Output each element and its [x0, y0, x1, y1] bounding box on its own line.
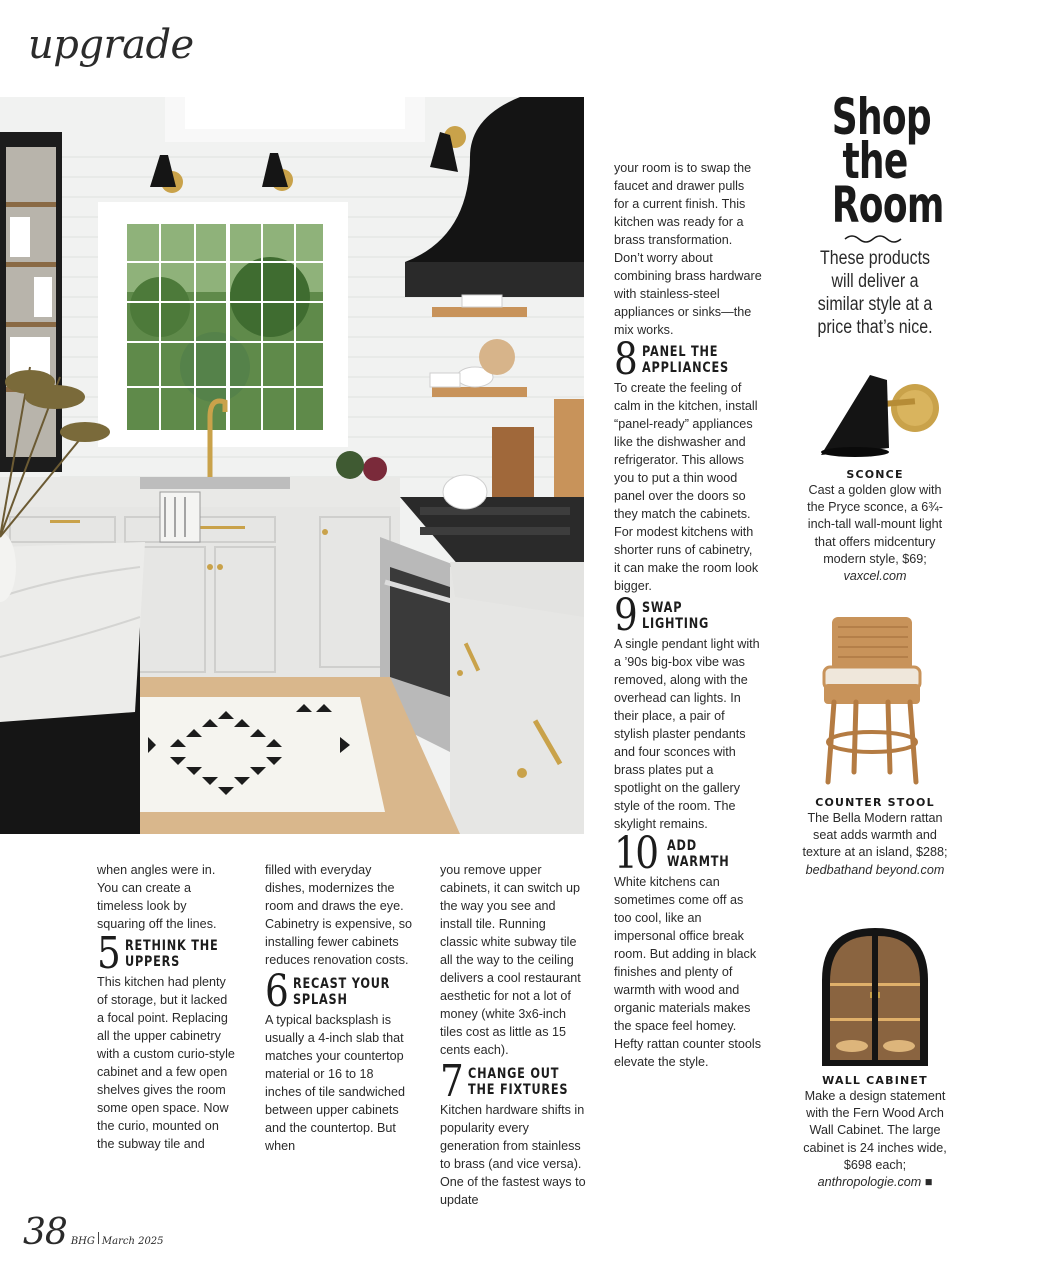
column-4-intro: your room is to swap the faucet and drawer pulls for a current finish. This kitchen was ready for a brass transformation. Don’t worry about combining brass hardware with stainless-steel appliances or sinks—the mix works. [614, 161, 762, 337]
folio-separator [98, 1232, 99, 1244]
text-column-1 [97, 861, 237, 1153]
product-link[interactable]: vaxcel.com [843, 569, 907, 584]
product-link[interactable]: anthropologie.com [817, 1175, 922, 1190]
section-6-body: A typical backsplash is usually a 4-inch slab that matches your countertop material or 16 to 18 inches of tile sandwiched between upper cabinets and the countertop. But when [265, 1013, 406, 1153]
page-number: 38 [23, 1212, 67, 1253]
issue-date: March 2025 [101, 1236, 164, 1247]
text-column-3 [440, 861, 586, 1209]
page-folio [23, 1212, 164, 1253]
product-desc: Cast a golden glow with the Pryce sconce, a 6¾-inch-tall wall-mount light that offers midcentury modern style, $69; vaxcel.com [807, 483, 943, 584]
product-wall-cabinet [800, 1074, 950, 1191]
section-8-heading [614, 334, 762, 385]
text-column-2 [265, 861, 413, 1155]
section-title: PANEL THE APPLIANCES [642, 344, 729, 376]
magazine-name: BHG [70, 1236, 95, 1247]
shop-title: Shop the Room [831, 88, 944, 234]
section-10-body: White kitchens can sometimes come off as too cool, like an impersonal office break room. But adding in black finishes and plenty of warmth with wood and organic materials makes the space feel homey. Hefty rattan counter stools elevate the style. [614, 875, 761, 1069]
sconce-image [815, 370, 943, 465]
end-mark: ■ [924, 1175, 933, 1190]
product-name: SCONCE [846, 468, 904, 481]
tilde-divider [843, 230, 907, 244]
product-desc: Make a design statement with the Fern Wood Arch Wall Cabinet. The large cabinet is 24 inches wide, $698 each; anthropologie.com ■ [803, 1089, 947, 1190]
section-title: ADD WARMTH [667, 838, 730, 870]
counter-stool-image [818, 612, 928, 792]
section-number: 7 [440, 1056, 462, 1107]
section-title: SWAP LIGHTING [642, 600, 710, 632]
product-name: WALL CABINET [822, 1074, 928, 1087]
column-2-intro: filled with everyday dishes, modernizes the room and draws the eye. Cabinetry is expensive, so installing fewer cabinets reduces renovation costs. [265, 863, 412, 967]
column-3-intro: you remove upper cabinets, it can switch up the way you see and install tile. Running classic white subway tile all the way to the ceiling delivers a cool restaurant aesthetic for not a lot of money (white 3x6-inch tiles cost as little as 15 cents each). [440, 863, 581, 1057]
section-title: RETHINK THE UPPERS [125, 938, 219, 970]
section-9-body: A single pendant light with a ’90s big-box vibe was removed, along with the overhead can lights. In their place, a pair of stylish plaster pendants and four sconces with brass plates put a spotlight on the gallery style of the room. The skylight remains. [614, 637, 760, 831]
section-title: RECAST YOUR SPLASH [293, 976, 391, 1008]
section-9-heading [614, 590, 762, 641]
section-7-heading [440, 1056, 586, 1107]
section-6-heading [265, 966, 413, 1017]
product-desc: The Bella Modern rattan seat adds warmth and texture at an island, $288; bedbathand beyond.com [802, 811, 948, 877]
section-number: 9 [614, 590, 636, 641]
column-1-intro: when angles were in. You can create a timeless look by squaring off the lines. [97, 863, 217, 931]
section-label: upgrade [28, 22, 194, 68]
section-number: 5 [97, 928, 119, 979]
section-10-heading [614, 828, 762, 879]
section-number: 10 [614, 828, 657, 879]
product-name: COUNTER STOOL [815, 796, 935, 809]
section-7-body: Kitchen hardware shifts in popularity every generation from stainless to brass (and vice versa). One of the fastest ways to update [440, 1103, 586, 1207]
product-link[interactable]: bedbathand beyond.com [805, 862, 945, 877]
product-sconce [800, 468, 950, 585]
section-number: 8 [614, 334, 636, 385]
section-title: CHANGE OUT THE FIXTURES [468, 1066, 569, 1098]
text-column-4 [614, 159, 762, 1071]
section-5-heading [97, 928, 237, 979]
section-8-body: To create the feeling of calm in the kitchen, install “panel-ready” appliances like the dishwasher and refrigerator. This allows you to put a thin wood panel over the doors so they match the cabinets. For modest kitchens with shorter runs of cabinetry, it can make the room look bigger. [614, 381, 759, 593]
shop-subtitle: These products will deliver a similar style at a price that’s nice. [817, 248, 933, 338]
section-5-body: This kitchen had plenty of storage, but it lacked a focal point. Replacing all the upper cabinetry with a custom curio-style cabinet and a few open shelves gives the room some open space. Now the curio, mounted on the subway tile and [97, 975, 235, 1151]
wall-cabinet-image [822, 928, 928, 1068]
product-counter-stool [800, 796, 950, 879]
section-number: 6 [265, 966, 287, 1017]
kitchen-photo [0, 97, 584, 834]
